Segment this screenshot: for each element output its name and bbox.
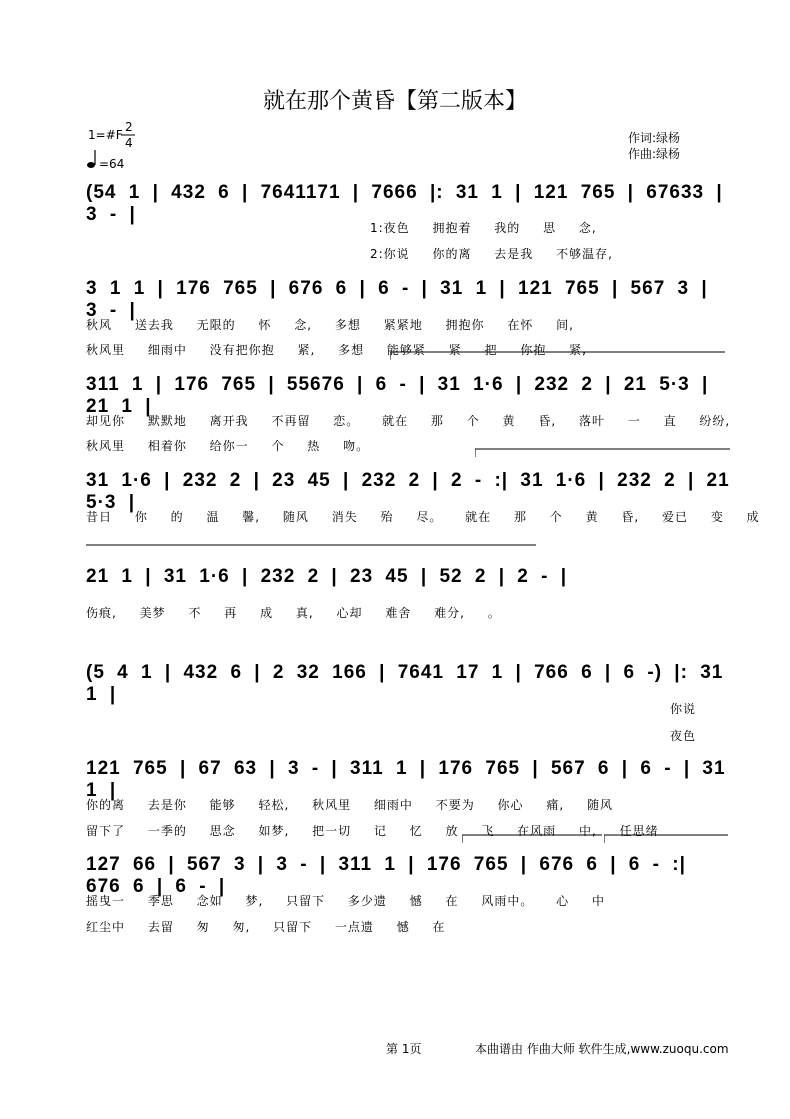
notes: 21 1 | 31 1·6 | 232 2 | 23 45 | 52 2 | 2 - | <box>86 566 568 587</box>
page-number: 第 1页 <box>386 1042 422 1056</box>
generator-credit: 本曲谱由 作曲大师 软件生成,www.zuoqu.com <box>475 1042 729 1056</box>
staff-row <box>86 178 731 225</box>
notes: 127 66 | 567 3 | 3 - | 311 1 | 176 765 | 676 6 | 6 - :| 676 6 | 6 - | <box>86 854 686 897</box>
volta-bracket <box>475 447 730 457</box>
lyric-line: 摇曳一 季思 念如 梦, 只留下 多少遗 憾 在 风雨中。 心 中 <box>86 894 605 908</box>
lyric-line: 伤痕, 美梦 不 再 成 真, 心却 难舍 难分, 。 <box>86 606 501 620</box>
staff-row <box>86 466 731 513</box>
lyric-line: 1:夜色 拥抱着 我的 思 念, <box>370 221 597 235</box>
tempo: =64 <box>99 157 125 171</box>
staff-row <box>86 370 731 417</box>
volta-line <box>86 543 536 547</box>
notes: 3 1 1 | 176 765 | 676 6 | 6 - | 31 1 | 121 765 | 567 3 | 3 - | <box>86 278 708 321</box>
lyric-line: 秋风里 细雨中 没有把你抱 紧, 多想 能够紧 紧 把 你抱 紧, <box>86 343 587 357</box>
lyric-line: 昔日 你 的 温 馨, 随风 消失 殆 尽。 就在 那 个 黄 昏, 爱已 变 成 <box>86 510 760 524</box>
time-signature-denominator: 4 <box>125 136 133 150</box>
volta-bracket <box>462 833 602 843</box>
staff-row <box>86 562 731 596</box>
notes: 31 1·6 | 232 2 | 23 45 | 232 2 | 2 - :| 31 1·6 | 232 2 | 21 5·3 | <box>86 470 730 513</box>
volta-bracket <box>604 833 728 843</box>
notes: (54 1 | 432 6 | 7641171 | 7666 |: 31 1 | 121 765 | 67633 | 3 - | <box>86 182 723 225</box>
lyric-line: 你的离 去是你 能够 轻松, 秋风里 细雨中 不要为 你心 痛, 随风 <box>86 798 613 812</box>
lyric-line: 红尘中 去留 匆 匆, 只留下 一点遗 憾 在 <box>86 920 446 934</box>
staff-row <box>86 850 731 897</box>
lyric-line: 2:你说 你的离 去是我 不够温存, <box>370 247 613 261</box>
page-title: 就在那个黄昏【第二版本】 <box>262 89 527 114</box>
notes: 121 765 | 67 63 | 3 - | 311 1 | 176 765 | 567 6 | 6 - | 31 1 | <box>86 758 726 801</box>
lyric-line: 秋风 送去我 无限的 怀 念, 多想 紧紧地 拥抱你 在怀 间, <box>86 318 574 332</box>
staff-row <box>86 754 731 801</box>
lyric-line: 却见你 默默地 离开我 不再留 恋。 就在 那 个 黄 昏, 落叶 一 直 纷纷, <box>86 414 731 428</box>
notes: 311 1 | 176 765 | 55676 | 6 - | 31 1·6 | 232 2 | 21 5·3 | 21 1 | <box>86 374 709 417</box>
lyric-line: 留下了 一季的 思念 如梦, 把一切 记 忆 放 飞 在风雨 中, 任思绪 <box>86 824 659 838</box>
staff-row <box>86 658 731 705</box>
key-signature: 1=#F <box>88 128 123 142</box>
time-signature-line <box>121 134 135 136</box>
staff-row <box>86 274 731 321</box>
notes: (5 4 1 | 432 6 | 2 32 166 | 7641 17 1 | 766 6 | 6 -) |: 31 1 | <box>86 662 724 705</box>
lyric-line: 你说 <box>670 702 697 716</box>
composer: 作曲:绿杨 <box>628 147 681 161</box>
volta-bracket <box>390 350 725 360</box>
lyric-line: 夜色 <box>670 729 697 743</box>
lyric-line: 秋风里 相着你 给你一 个 热 吻。 <box>86 439 370 453</box>
time-signature-numerator: 2 <box>125 120 133 134</box>
lyricist: 作词:绿杨 <box>628 131 681 145</box>
quarter-note-icon <box>86 148 98 170</box>
